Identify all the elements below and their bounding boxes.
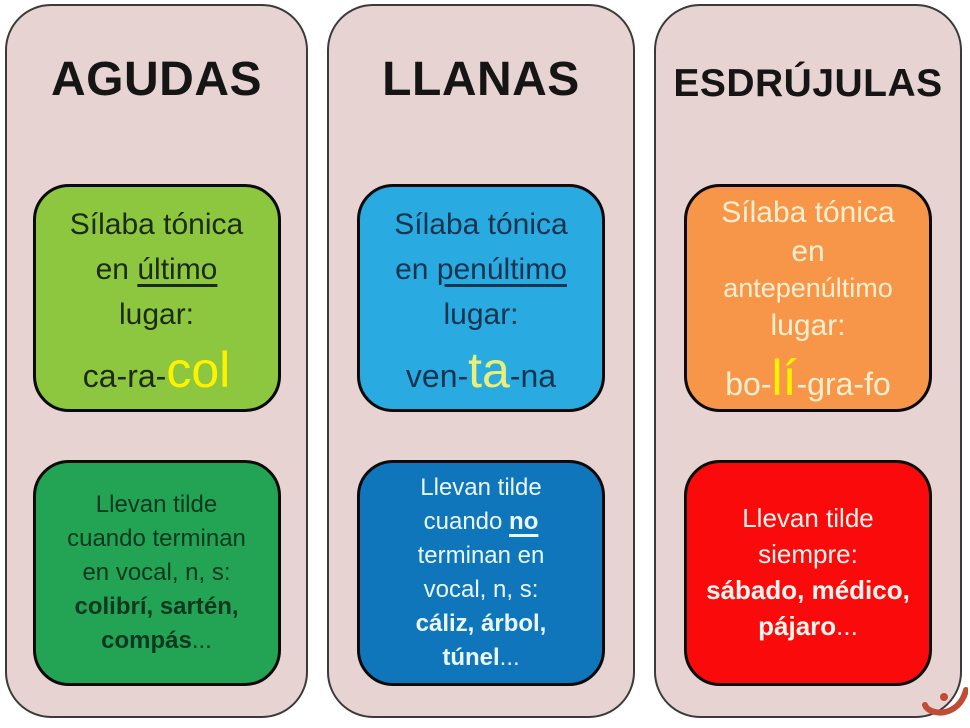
text-part: ...: [499, 644, 520, 672]
text-line: [44, 292, 270, 337]
text-line: [368, 607, 594, 641]
stress-rule-box-agudas: [33, 184, 281, 412]
text-part: vocal, n, s:: [423, 576, 539, 603]
text-part: Sílaba tónica: [394, 207, 568, 241]
text-line: [695, 271, 921, 306]
text-line: [368, 202, 594, 247]
text-part: compás: [101, 627, 192, 655]
text-line: [695, 306, 921, 345]
text-part: colibrí, sartén,: [74, 593, 239, 621]
text-line: [368, 341, 594, 398]
column-card-llanas: [327, 4, 635, 718]
text-line: [44, 202, 270, 247]
text-part: bo-: [725, 366, 772, 403]
text-part: penúltimo: [436, 252, 567, 286]
text-part: cáliz, árbol,: [415, 610, 547, 638]
text-part: ...: [191, 627, 212, 655]
text-part: siempre:: [758, 539, 858, 570]
text-part: túnel: [442, 644, 500, 672]
text-line: [44, 522, 270, 556]
stress-rule-box-llanas: [357, 184, 605, 412]
tilde-rule-box-llanas: [357, 460, 605, 686]
text-part: ca-ra-: [82, 357, 167, 394]
stress-rule-box-esdrujulas: [684, 184, 932, 412]
text-part: Llevan tilde: [95, 490, 218, 518]
text-line: [368, 539, 594, 573]
text-part: Llevan tilde: [742, 503, 874, 534]
text-line: [368, 471, 594, 505]
text-line: [695, 573, 921, 609]
text-line: [695, 350, 921, 407]
text-part: en: [791, 234, 825, 268]
text-part: -gra-fo: [796, 366, 891, 403]
text-line: [44, 624, 270, 658]
text-line: [44, 556, 270, 590]
text-part: -na: [509, 357, 557, 394]
text-line: [695, 232, 921, 271]
text-part: col: [166, 341, 231, 398]
text-part: ...: [836, 610, 858, 641]
text-line: [368, 641, 594, 675]
text-part: lugar:: [118, 297, 195, 331]
text-line: [368, 247, 594, 292]
text-part: lugar:: [770, 309, 846, 343]
text-part: lugar:: [443, 297, 519, 331]
text-line: [44, 488, 270, 522]
watermark-icon: [922, 686, 968, 722]
text-part: sábado, médico,: [706, 575, 910, 605]
text-part: ta: [468, 341, 510, 398]
text-part: en vocal, n, s:: [82, 558, 231, 586]
tilde-rule-box-esdrujulas: [684, 460, 932, 686]
text-part: lí: [771, 350, 797, 407]
text-part: cuando: [423, 507, 510, 535]
text-part: en: [395, 252, 437, 286]
text-part: terminan en: [417, 541, 545, 569]
text-line: [368, 505, 594, 539]
text-part: ven-: [405, 357, 469, 394]
text-part: último: [137, 252, 218, 286]
text-line: [44, 247, 270, 292]
text-line: [44, 341, 270, 398]
column-card-agudas: [5, 4, 308, 718]
text-line: [695, 501, 921, 537]
text-part: pájaro: [758, 610, 837, 641]
text-part: en: [95, 252, 138, 286]
text-line: [695, 609, 921, 645]
text-part: Llevan tilde: [420, 473, 542, 501]
column-title-llanas: LLANAS: [382, 53, 580, 106]
text-line: [368, 573, 594, 607]
column-title-esdrujulas: ESDRÚJULAS: [673, 62, 943, 105]
text-part: Sílaba tónica: [69, 207, 244, 241]
text-part: antepenúltimo: [723, 272, 893, 303]
text-part: no: [509, 507, 539, 535]
text-part: Sílaba tónica: [721, 195, 895, 229]
text-part: cuando terminan: [67, 524, 246, 552]
column-card-esdrujulas: [654, 4, 962, 718]
text-line: [695, 193, 921, 232]
text-line: [44, 590, 270, 624]
column-title-agudas: AGUDAS: [50, 53, 262, 106]
tilde-rule-box-agudas: [33, 460, 281, 686]
text-line: [695, 537, 921, 573]
text-line: [368, 292, 594, 337]
